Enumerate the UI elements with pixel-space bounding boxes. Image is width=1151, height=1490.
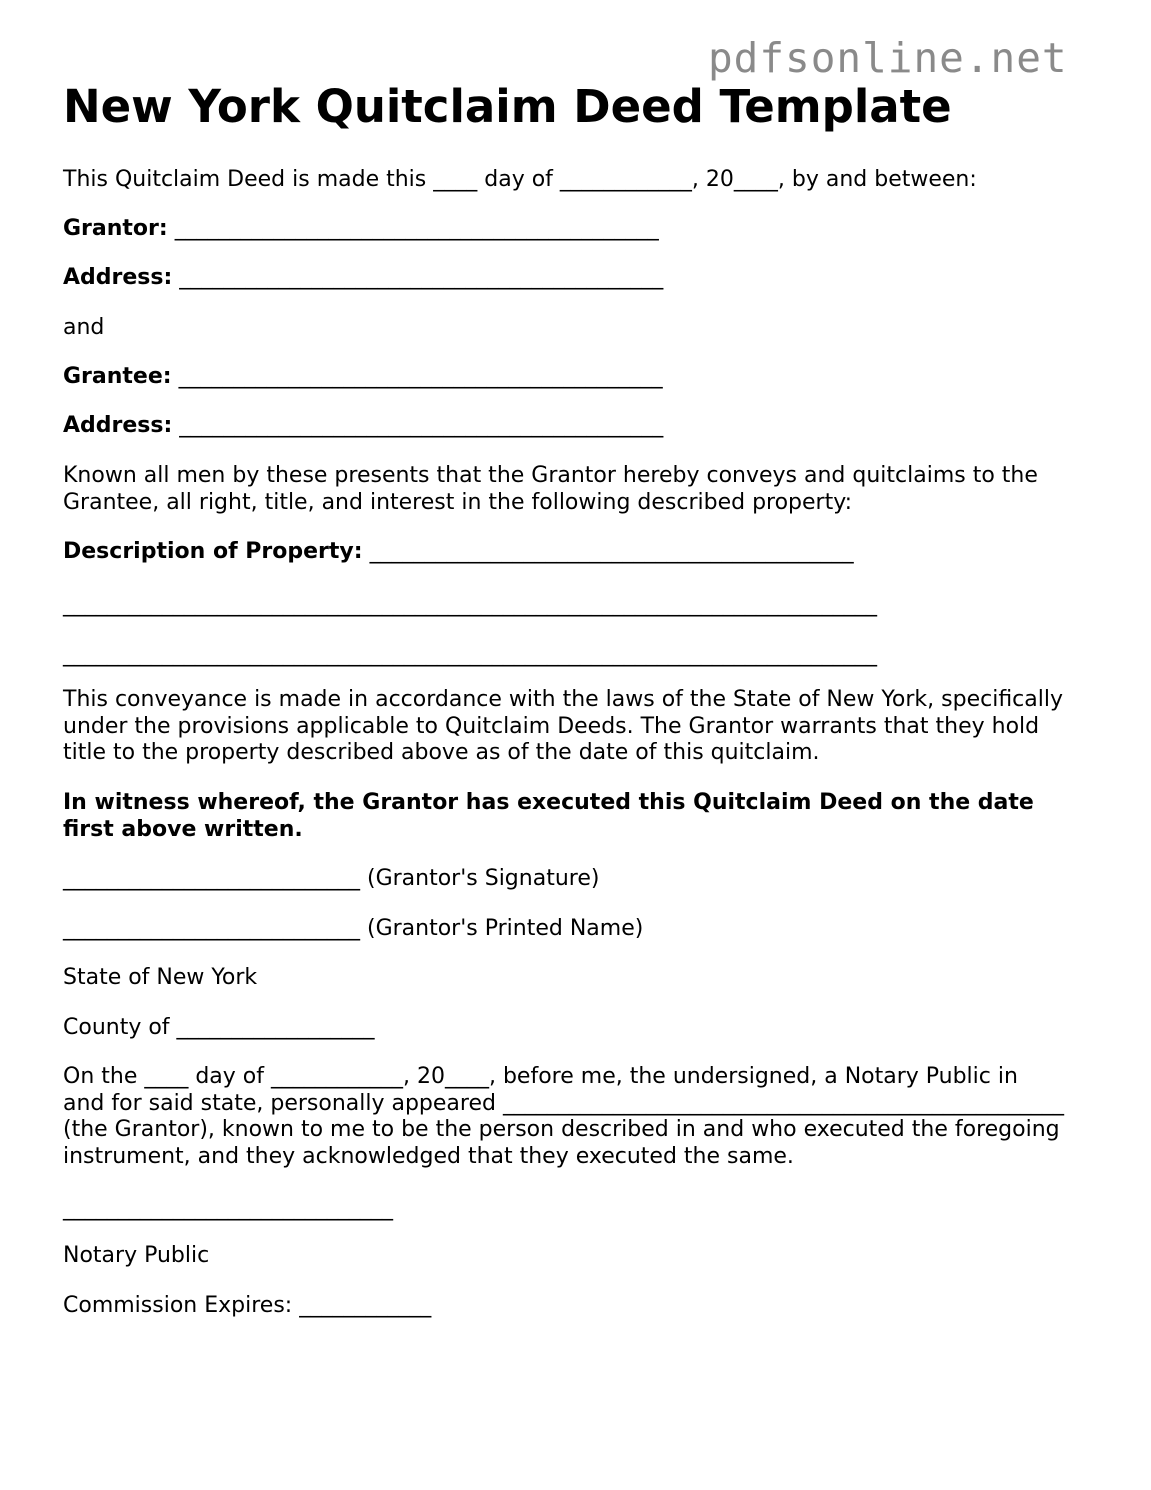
- watermark: pdfsonline.net: [708, 34, 1068, 82]
- conveyance-paragraph: [63, 463, 1038, 516]
- intro-line: This Quitclaim Deed is made this ____ day of ____________, 20____, by and between:: [63, 167, 977, 192]
- notary-signature-blank: ______________________________: [63, 1196, 393, 1221]
- grantor-address-label: Address:: [63, 265, 173, 290]
- page-title: New York Quitclaim Deed Template: [63, 80, 952, 133]
- notary-line-1: On the ____ day of ____________, 20____, before me, the undersigned, a Notary Public in: [63, 1064, 1018, 1089]
- grantee-label: Grantee:: [63, 364, 172, 389]
- notary-line-3: (the Grantor), known to me to be the person described in and who executed the foregoing: [63, 1117, 1060, 1142]
- grantee-line: [63, 364, 663, 391]
- county-line: County of __________________: [63, 1015, 375, 1040]
- law-line-2: under the provisions applicable to Quitclaim Deeds. The Grantor warrants that they hold: [63, 713, 1040, 739]
- witness-line-1: In witness whereof, the Grantor has executed this Quitclaim Deed on the date: [63, 790, 1034, 815]
- grantor-address-blank: ____________________________________________: [179, 265, 664, 290]
- commission-expires-line: Commission Expires: ____________: [63, 1293, 432, 1318]
- grantor-printed-name-line: ___________________________ (Grantor's Printed Name): [63, 916, 644, 941]
- notary-paragraph: [63, 1064, 1064, 1170]
- description-blank: ____________________________________________: [369, 539, 854, 564]
- witness-line-2: first above written.: [63, 816, 303, 842]
- grantee-blank: ____________________________________________: [178, 364, 663, 389]
- conveyance-line-1: Known all men by these presents that the Grantor hereby conveys and quitclaims to the: [63, 463, 1038, 488]
- grantor-line: [63, 216, 659, 243]
- notary-public-label: Notary Public: [63, 1243, 210, 1268]
- notary-line-4: instrument, and they acknowledged that they executed the same.: [63, 1143, 794, 1169]
- conveyance-line-2: Grantee, all right, title, and interest in the following described property:: [63, 489, 853, 515]
- grantor-label: Grantor:: [63, 216, 168, 241]
- law-paragraph: [63, 687, 1063, 767]
- and-text: and: [63, 315, 105, 340]
- grantee-address-label: Address:: [63, 413, 173, 438]
- grantor-address-line: [63, 265, 663, 292]
- description-extra-line-1: __________________________________________________________________________: [63, 592, 877, 617]
- description-line: [63, 539, 854, 566]
- grantee-address-line: [63, 413, 663, 440]
- law-line-1: This conveyance is made in accordance with the laws of the State of New York, specifically: [63, 687, 1064, 712]
- grantor-blank: ____________________________________________: [174, 216, 659, 241]
- state-line: State of New York: [63, 965, 258, 990]
- law-line-3: title to the property described above as of the date of this quitclaim.: [63, 740, 820, 765]
- witness-paragraph: [63, 790, 1034, 843]
- grantee-address-blank: ____________________________________________: [179, 413, 664, 438]
- description-label: Description of Property:: [63, 539, 363, 564]
- description-extra-line-2: __________________________________________________________________________: [63, 642, 877, 667]
- notary-line-2: and for said state, personally appeared ___________________________________________________: [63, 1090, 1064, 1116]
- grantor-signature-line: ___________________________ (Grantor's Signature): [63, 866, 600, 891]
